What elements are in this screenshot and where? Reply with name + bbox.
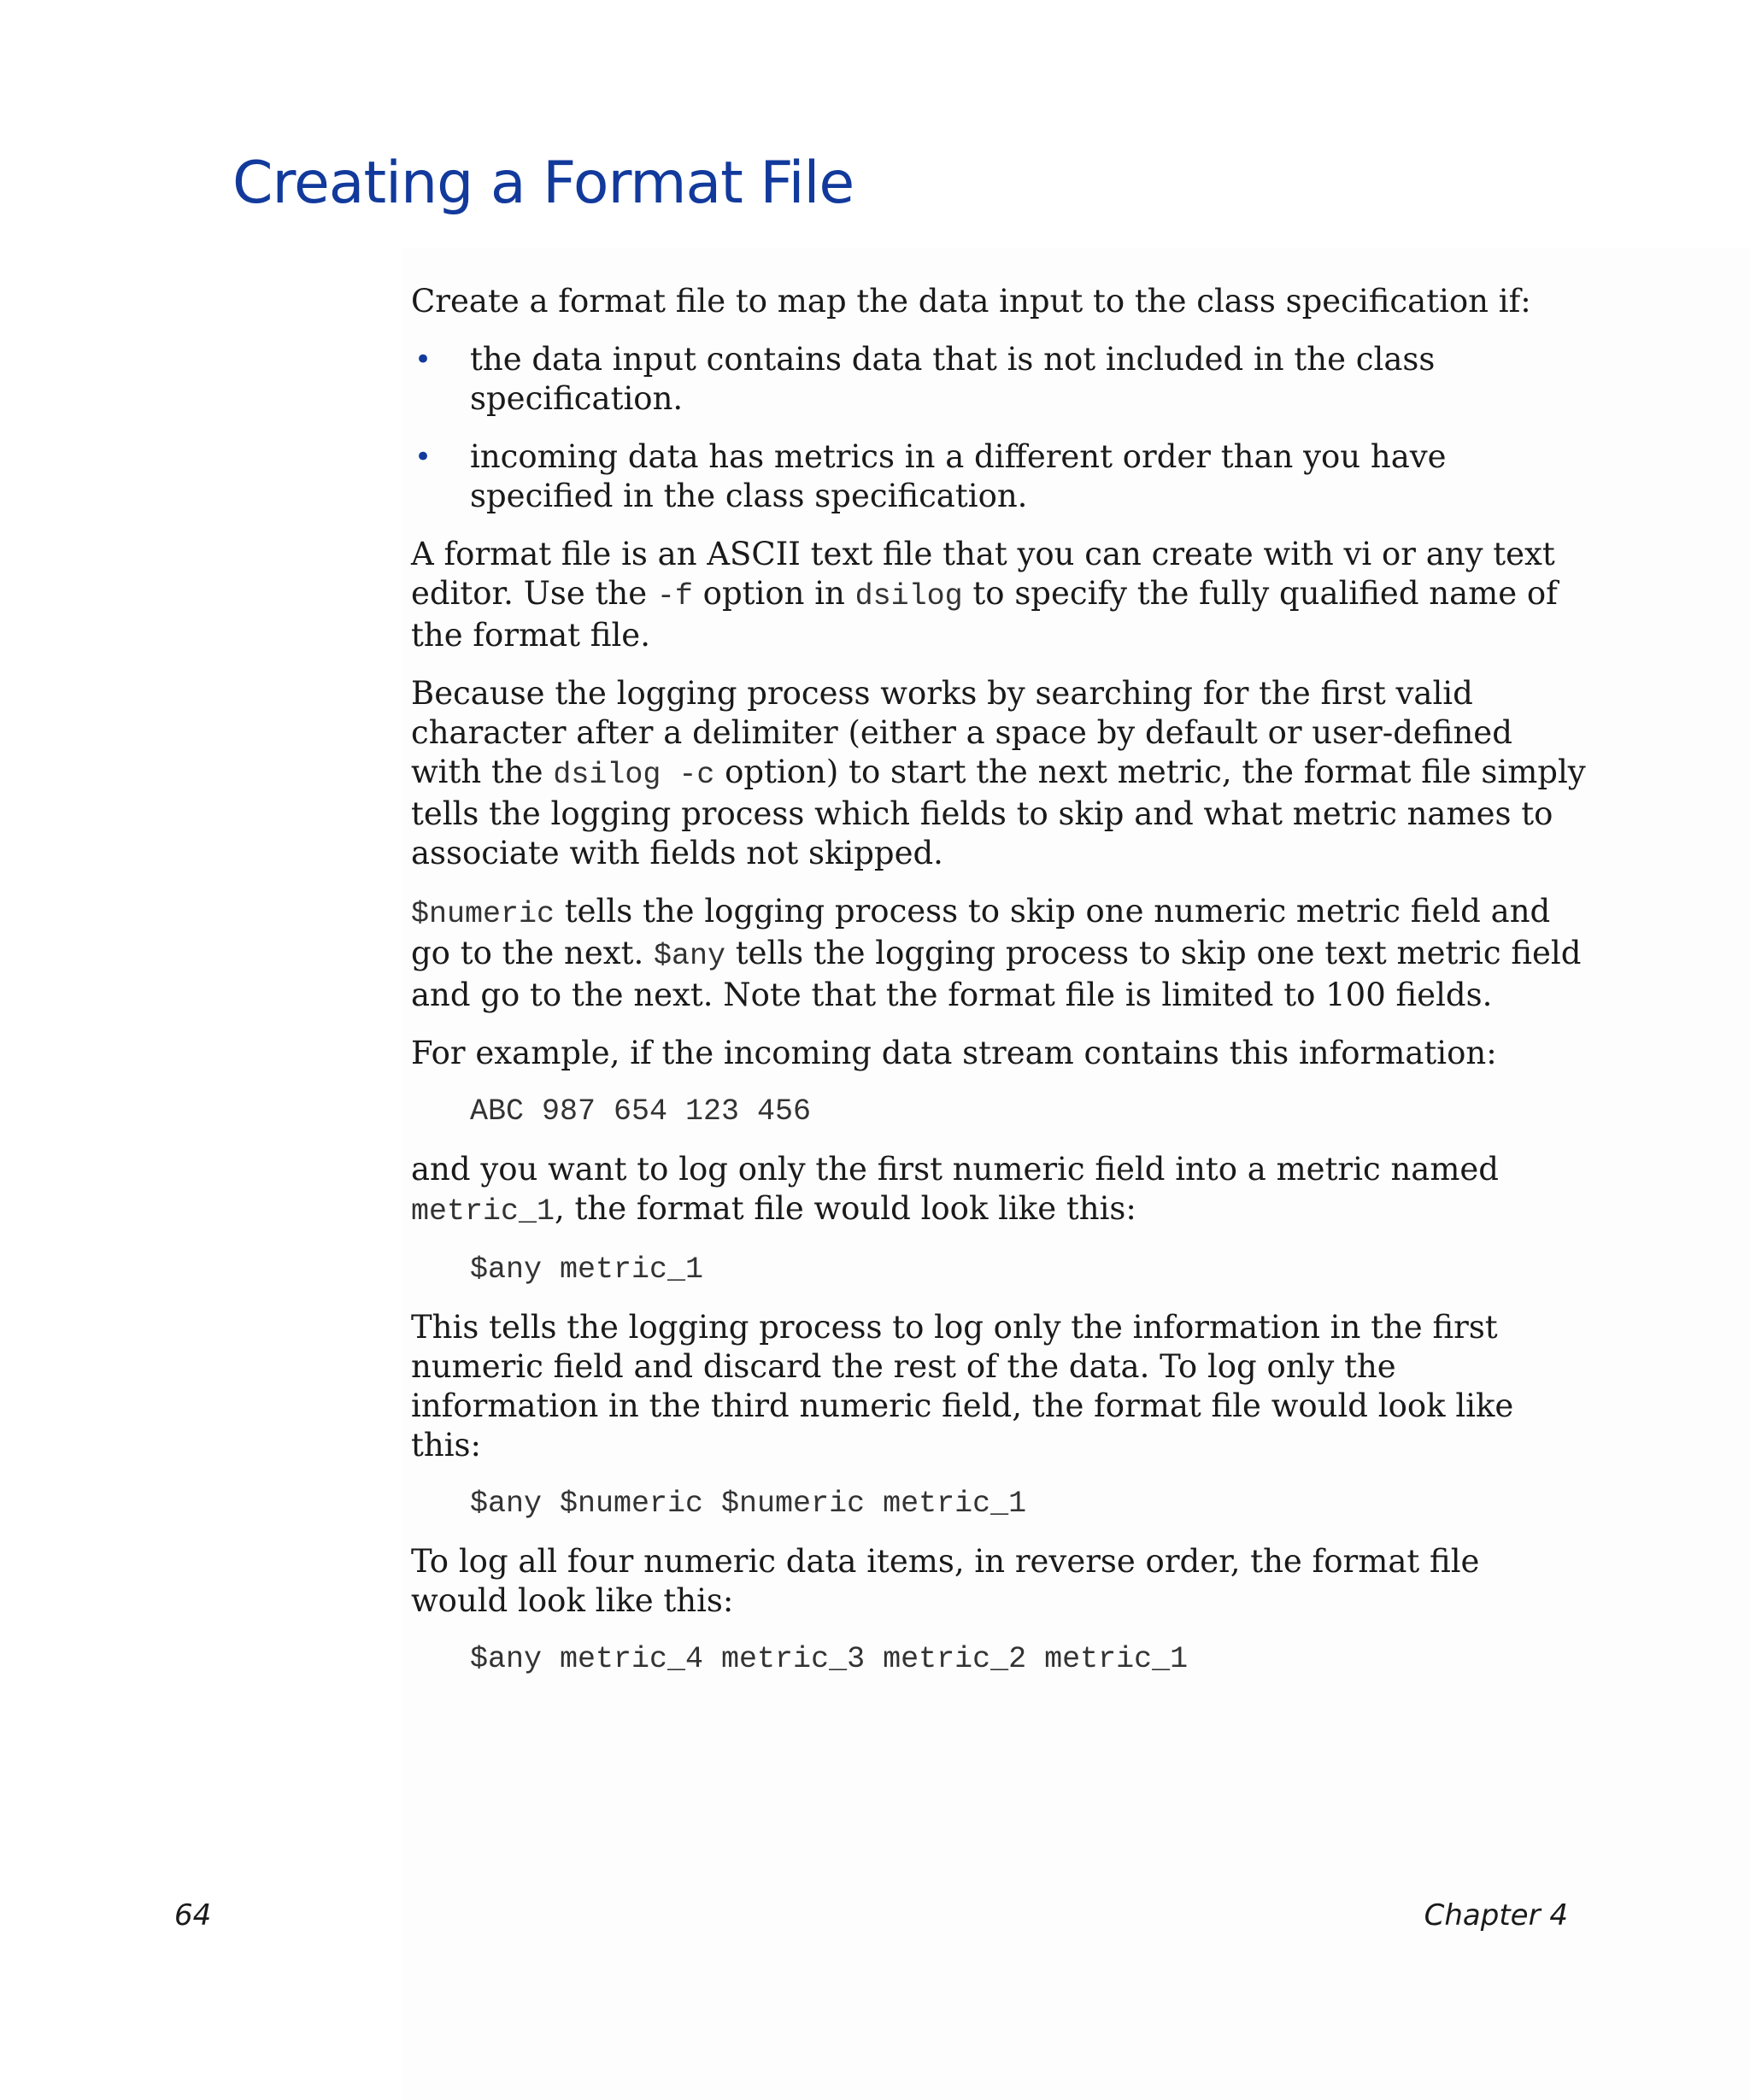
text-run: Because the logging process works by searching for the first valid character after a delimiter (either a space by default or user-defined with the [411,675,1512,790]
code-any: $any [653,939,725,973]
logging-process-paragraph [411,674,1586,873]
text-run: tells the logging process to skip one text metric field and go to the next. Note that the format file is limited to 100 fields. [411,935,1582,1013]
list-item-text: incoming data has metrics in a different order than you have specified in the class specification. [470,438,1447,514]
code-example-stream: ABC 987 654 123 456 [470,1094,812,1129]
bullet-icon: • [414,343,432,377]
code-dsilog: dsilog [854,579,963,613]
format-file-paragraph [411,535,1586,655]
first-field-paragraph [411,1150,1586,1231]
code-example-third: $any $numeric $numeric metric_1 [470,1487,1027,1521]
code-metric-1: metric_1 [411,1194,555,1229]
text-run: option) to start the next metric, the format file simply tells the logging process which fields to skip and what metric names to associate with fields not skipped. [411,754,1586,871]
reverse-order-paragraph: To log all four numeric data items, in reverse order, the format file would look like this: [411,1543,1480,1619]
chapter-label: Chapter 4 [1424,1898,1568,1933]
page-title: Creating a Format File [232,150,854,217]
text-run: option in [692,575,855,612]
code-numeric: $numeric [411,897,555,931]
list-item [411,340,1586,419]
text-run: A format file is an ASCII text file that you can create with vi or any text editor. Use the [411,536,1555,612]
intro-paragraph: Create a format file to map the data input to the class specification if: [411,283,1531,320]
bullet-icon: • [414,440,432,474]
example-paragraph: For example, if the incoming data stream contains this information: [411,1035,1497,1071]
code-f-option: -f [656,579,693,613]
text-run: and you want to log only the first numeric field into a metric named [411,1151,1499,1188]
code-example-reverse: $any metric_4 metric_3 metric_2 metric_1 [470,1642,1189,1676]
code-dsilog-c: dsilog -c [553,758,715,792]
condition-list [411,340,1586,516]
numeric-any-paragraph [411,892,1586,1015]
third-field-paragraph: This tells the logging process to log only the information in the first numeric field and discard the rest of the data. To log only the information in the third numeric field, the format file would look like this: [411,1309,1514,1464]
text-run: to specify the fully qualified name of the format file. [411,575,1558,654]
code-example-first: $any metric_1 [470,1252,704,1287]
list-item-text: the data input contains data that is not included in the class specification. [470,341,1436,417]
text-run: , the format file would look like this: [555,1190,1136,1227]
page-number: 64 [174,1898,212,1933]
main-content [411,282,1586,1698]
text-run: tells the logging process to skip one numeric metric field and go to the next. [411,893,1551,971]
list-item [411,437,1586,516]
